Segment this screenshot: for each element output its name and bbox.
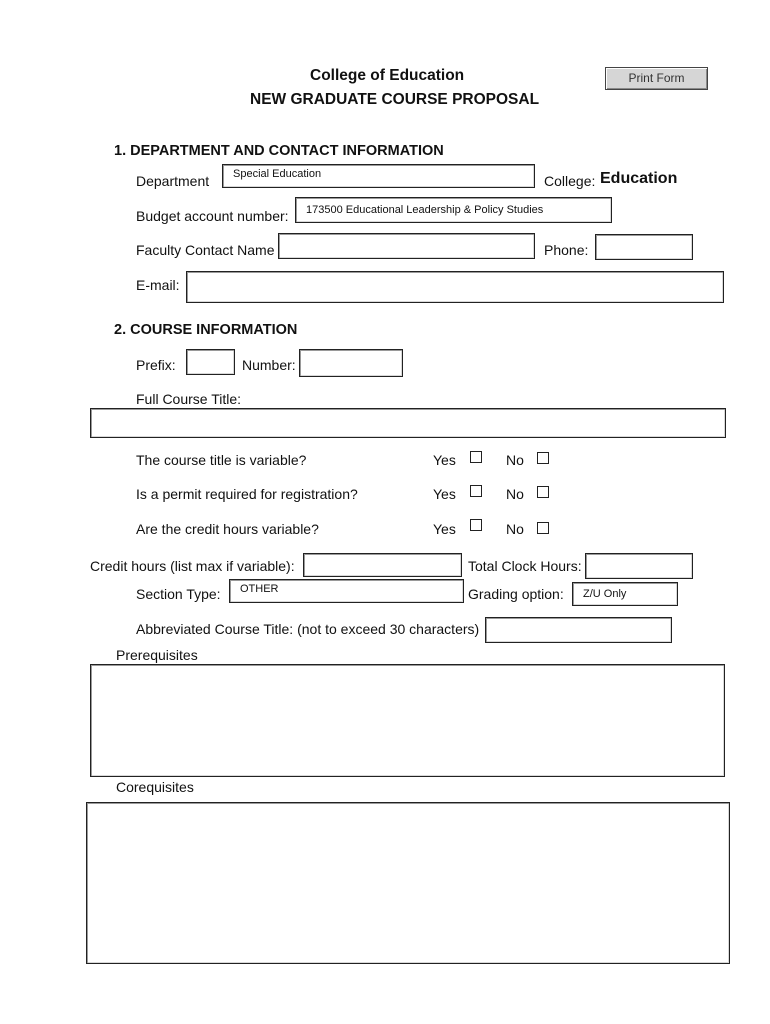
email-field[interactable] bbox=[186, 271, 724, 303]
abbreviated-title-field[interactable] bbox=[485, 617, 672, 643]
full-course-title-label: Full Course Title: bbox=[136, 391, 242, 407]
section-1-heading: 1. DEPARTMENT AND CONTACT INFORMATION bbox=[114, 143, 444, 159]
grading-option-value: Z/U Only bbox=[583, 588, 627, 600]
prefix-label: Prefix: bbox=[136, 357, 176, 373]
title-variable-yes-checkbox[interactable] bbox=[470, 451, 482, 463]
permit-no-checkbox[interactable] bbox=[537, 486, 549, 498]
full-course-title-field[interactable] bbox=[90, 408, 726, 438]
question-permit-no-label: No bbox=[506, 486, 524, 502]
section-2-heading: 2. COURSE INFORMATION bbox=[114, 322, 298, 338]
credit-variable-yes-checkbox[interactable] bbox=[470, 519, 482, 531]
print-form-button[interactable]: Print Form bbox=[605, 67, 708, 90]
phone-field[interactable] bbox=[595, 234, 693, 260]
corequisites-field[interactable] bbox=[86, 802, 730, 964]
credit-hours-field[interactable] bbox=[303, 553, 462, 577]
grading-option-field[interactable] bbox=[572, 582, 678, 606]
grading-option-label: Grading option: bbox=[468, 586, 564, 602]
faculty-contact-label: Faculty Contact Name bbox=[136, 242, 275, 258]
credit-variable-no-checkbox[interactable] bbox=[537, 522, 549, 534]
budget-account-value: 173500 Educational Leadership & Policy Studies bbox=[306, 204, 544, 216]
question-title-variable-yes-label: Yes bbox=[433, 452, 456, 468]
question-title-variable: The course title is variable? bbox=[136, 452, 307, 468]
question-credit-variable: Are the credit hours variable? bbox=[136, 521, 319, 537]
permit-yes-checkbox[interactable] bbox=[470, 485, 482, 497]
department-field[interactable] bbox=[222, 164, 535, 188]
prefix-field[interactable] bbox=[186, 349, 235, 375]
question-permit-required: Is a permit required for registration? bbox=[136, 486, 358, 502]
credit-hours-label: Credit hours (list max if variable): bbox=[90, 558, 295, 574]
question-title-variable-no-label: No bbox=[506, 452, 524, 468]
section-type-label: Section Type: bbox=[136, 586, 221, 602]
department-value: Special Education bbox=[233, 168, 322, 180]
question-credit-variable-no-label: No bbox=[506, 521, 524, 537]
prerequisites-label: Prerequisites bbox=[116, 647, 198, 663]
section-type-value: OTHER bbox=[240, 583, 279, 595]
question-credit-variable-yes-label: Yes bbox=[433, 521, 456, 537]
form-title: NEW GRADUATE COURSE PROPOSAL bbox=[250, 91, 540, 108]
number-label: Number: bbox=[242, 357, 296, 373]
number-field[interactable] bbox=[299, 349, 403, 377]
budget-account-field[interactable] bbox=[295, 197, 612, 223]
form-college-title: College of Education bbox=[310, 67, 465, 84]
question-permit-yes-label: Yes bbox=[433, 486, 456, 502]
department-label: Department bbox=[136, 173, 210, 189]
budget-account-label: Budget account number: bbox=[136, 208, 289, 224]
total-clock-hours-field[interactable] bbox=[585, 553, 693, 579]
college-label: College: bbox=[544, 173, 596, 189]
abbreviated-title-label: Abbreviated Course Title: (not to exceed 30 characters) bbox=[136, 621, 480, 637]
email-label: E-mail: bbox=[136, 277, 180, 293]
corequisites-label: Corequisites bbox=[116, 779, 194, 795]
phone-label: Phone: bbox=[544, 242, 589, 258]
college-value: Education bbox=[600, 170, 678, 187]
total-clock-hours-label: Total Clock Hours: bbox=[468, 558, 582, 574]
faculty-contact-field[interactable] bbox=[278, 233, 535, 259]
section-type-field[interactable] bbox=[229, 579, 464, 603]
title-variable-no-checkbox[interactable] bbox=[537, 452, 549, 464]
prerequisites-field[interactable] bbox=[90, 664, 725, 777]
